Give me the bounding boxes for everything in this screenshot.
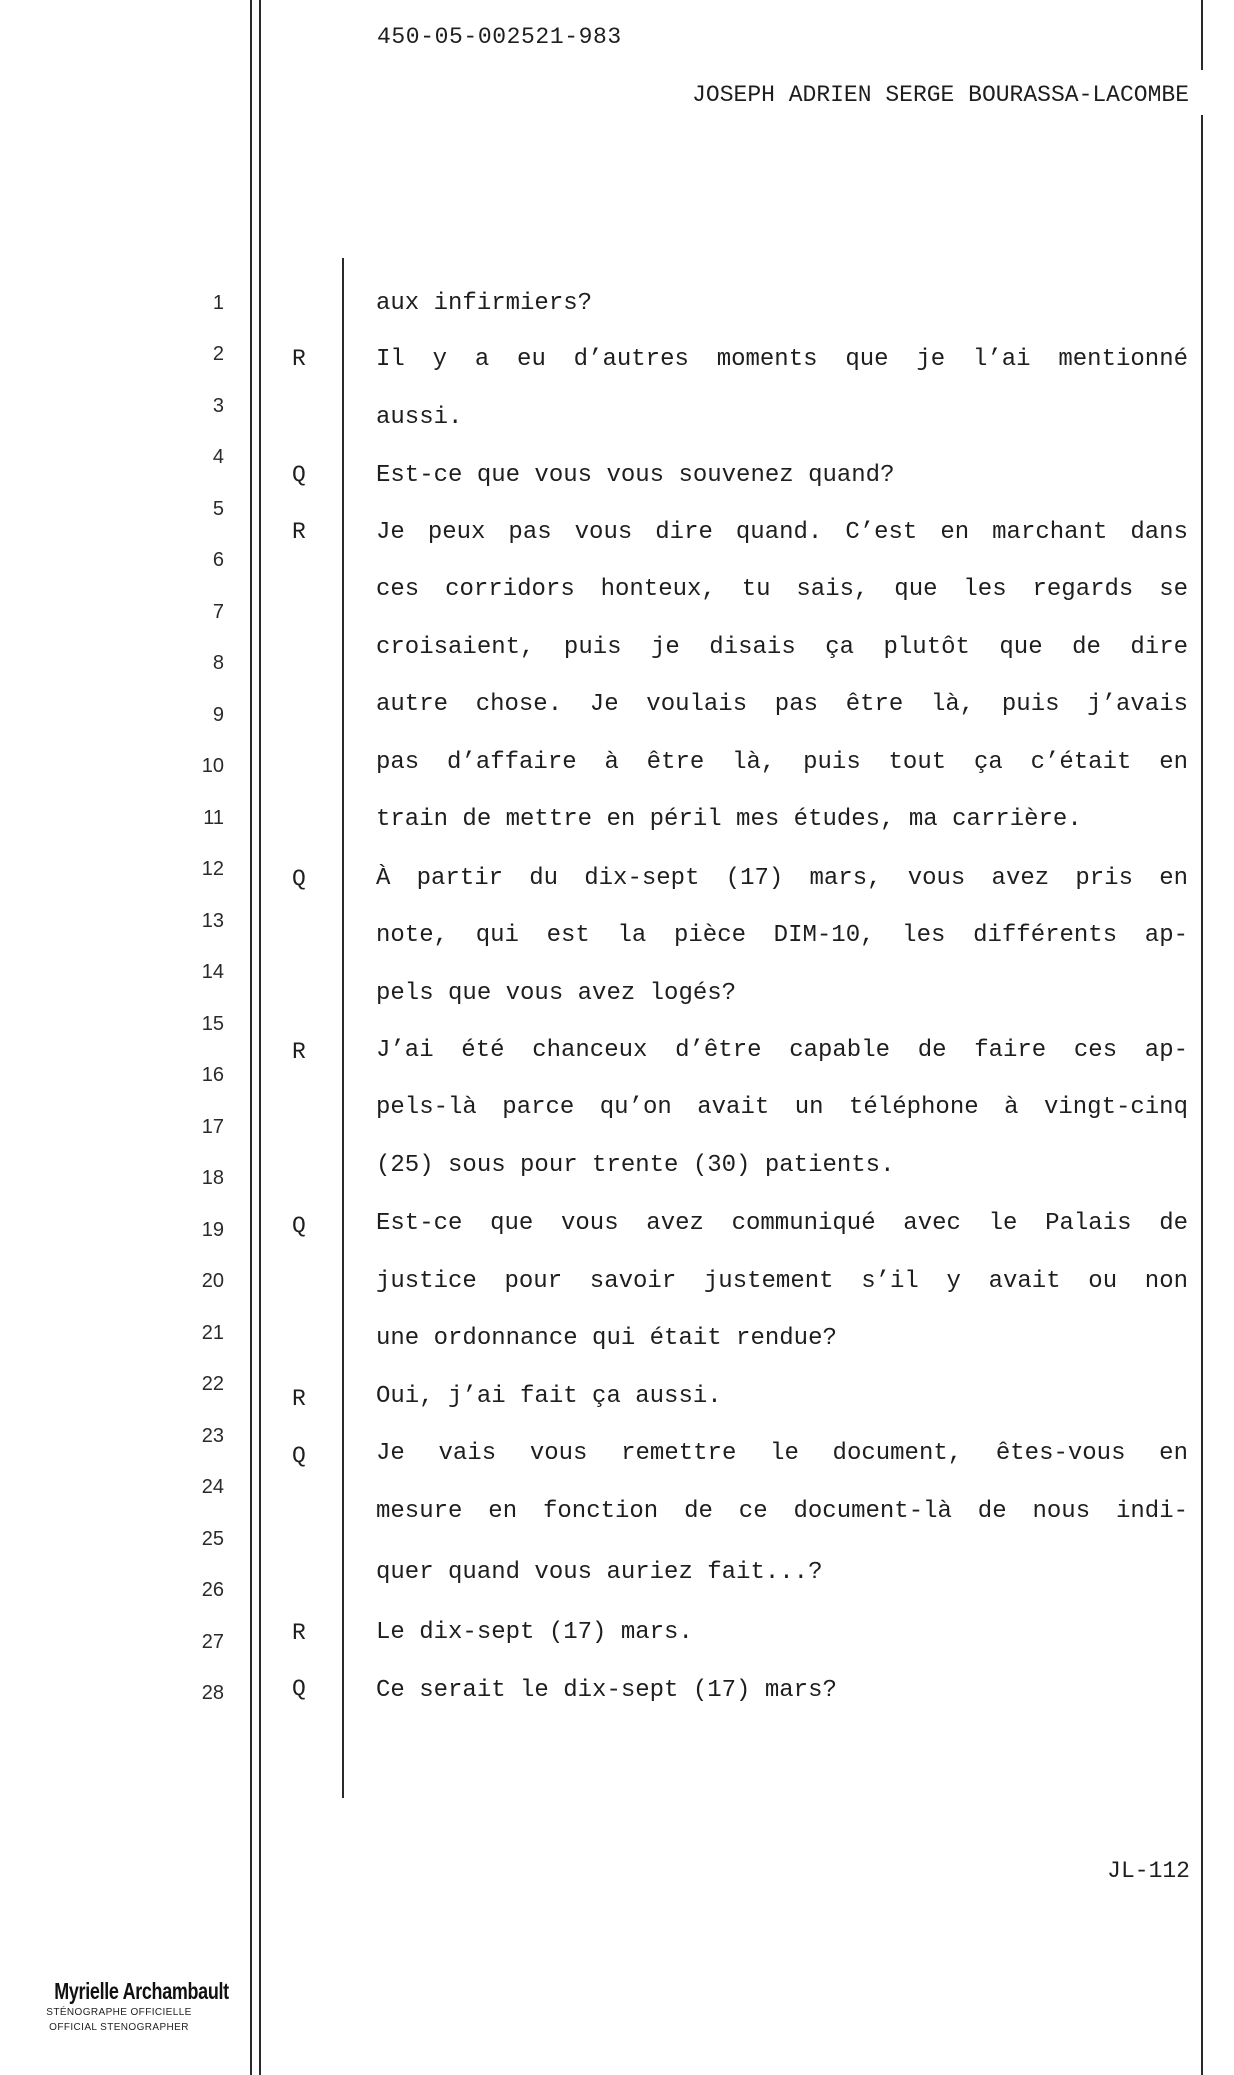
line-number: 18 (201, 1167, 224, 1189)
right-margin-rule (1201, 115, 1203, 2075)
line-number: 23 (201, 1425, 224, 1447)
line-number: 2 (212, 343, 224, 365)
line-number: 16 (201, 1064, 224, 1086)
transcript-line: Le dix-sept (17) mars. (376, 1619, 693, 1646)
line-number: 15 (201, 1013, 224, 1035)
page-code: JL-112 (1107, 1858, 1190, 1884)
line-number: 19 (201, 1219, 224, 1241)
line-number: 1 (212, 292, 224, 314)
line-number: 9 (212, 704, 224, 726)
speaker-marker: Q (292, 866, 306, 892)
line-number: 12 (201, 858, 224, 880)
transcript-line: Ce serait le dix-sept (17) mars? (376, 1677, 837, 1704)
speaker-text-divider (342, 258, 344, 1798)
line-number: 3 (212, 395, 224, 417)
transcript-line: (25) sous pour trente (30) patients. (376, 1152, 895, 1179)
transcript-line: ces corridors honteux, tu sais, que les regards se (376, 576, 1188, 603)
line-number: 26 (201, 1579, 224, 1601)
transcript-line: J’ai été chanceux d’être capable de faire ces ap- (376, 1037, 1188, 1064)
transcript-line: Est-ce que vous vous souvenez quand? (376, 462, 895, 489)
transcript-line: aussi. (376, 404, 463, 431)
transcript-line: Il y a eu d’autres moments que je l’ai mentionné (376, 346, 1188, 373)
line-number: 10 (201, 755, 224, 777)
stenographer-name: Myrielle Archambault (54, 1978, 229, 2004)
line-number: 8 (212, 652, 224, 674)
line-number: 14 (201, 961, 224, 983)
line-number: 21 (201, 1322, 224, 1344)
line-number: 6 (212, 549, 224, 571)
line-number: 25 (201, 1528, 224, 1550)
speaker-marker: R (292, 1039, 306, 1065)
transcript-line: croisaient, puis je disais ça plutôt que de dire (376, 634, 1188, 661)
case-number: 450-05-002521-983 (377, 24, 622, 50)
transcript-line: pas d’affaire à être là, puis tout ça c’était en (376, 749, 1188, 776)
transcript-line: Je vais vous remettre le document, êtes-vous en (376, 1440, 1188, 1467)
transcript-line: train de mettre en péril mes études, ma carrière. (376, 806, 1082, 833)
speaker-marker: R (292, 1620, 306, 1646)
witness-name: JOSEPH ADRIEN SERGE BOURASSA-LACOMBE (692, 82, 1189, 108)
line-number: 27 (201, 1631, 224, 1653)
line-number: 5 (212, 498, 224, 520)
stenographer-title-fr: STÉNOGRAPHE OFFICIELLE (46, 2007, 192, 2018)
transcript-line: une ordonnance qui était rendue? (376, 1325, 837, 1352)
stenographer-stamp (36, 1978, 229, 2035)
line-number: 13 (201, 910, 224, 932)
line-number: 22 (201, 1373, 224, 1395)
line-number: 4 (212, 446, 224, 468)
transcript-line: À partir du dix-sept (17) mars, vous avez pris en (376, 865, 1188, 892)
speaker-marker: R (292, 346, 306, 372)
transcript-line: autre chose. Je voulais pas être là, puis j’avais (376, 691, 1188, 718)
transcript-line: note, qui est la pièce DIM-10, les différents ap- (376, 922, 1188, 949)
speaker-marker: R (292, 519, 306, 545)
transcript-line: aux infirmiers? (376, 290, 593, 317)
left-margin-rule-outer (250, 0, 252, 2075)
line-number: 11 (203, 807, 224, 829)
speaker-marker: Q (292, 462, 306, 488)
left-margin-rule-inner (259, 0, 261, 2075)
transcript-line: pels-là parce qu’on avait un téléphone à vingt-cinq (376, 1094, 1188, 1121)
transcript-line: Oui, j’ai fait ça aussi. (376, 1383, 722, 1410)
transcript-line: pels que vous avez logés? (376, 980, 737, 1007)
line-number: 20 (201, 1270, 224, 1292)
line-number: 7 (212, 601, 224, 623)
speaker-marker: Q (292, 1676, 306, 1702)
line-number: 24 (201, 1476, 224, 1498)
transcript-line: justice pour savoir justement s’il y avait ou non (376, 1268, 1188, 1295)
line-number: 17 (201, 1116, 224, 1138)
transcript-line: Je peux pas vous dire quand. C’est en marchant dans (376, 519, 1188, 546)
speaker-marker: Q (292, 1213, 306, 1239)
speaker-marker: R (292, 1386, 306, 1412)
speaker-marker: Q (292, 1443, 306, 1469)
stenographer-title-en: OFFICIAL STENOGRAPHER (49, 2022, 189, 2033)
transcript-line: mesure en fonction de ce document-là de nous indi- (376, 1498, 1188, 1525)
line-number: 28 (201, 1682, 224, 1704)
transcript-line: quer quand vous auriez fait...? (376, 1559, 823, 1586)
right-margin-rule (1201, 0, 1203, 70)
transcript-line: Est-ce que vous avez communiqué avec le Palais de (376, 1210, 1188, 1237)
